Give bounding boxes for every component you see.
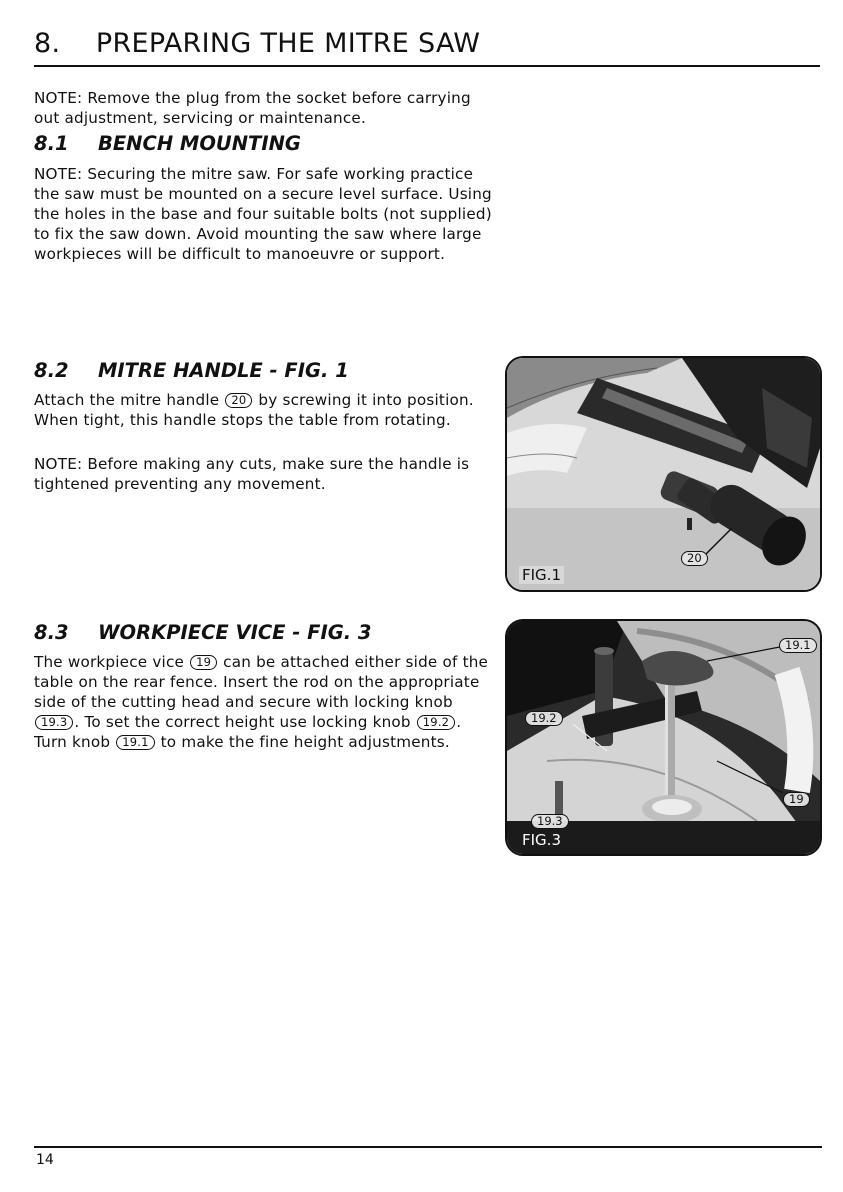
- callout-19: 19: [783, 792, 810, 807]
- text-run: to make the fine height adjustments.: [155, 733, 450, 751]
- section-8-2-heading: [34, 359, 349, 383]
- mitre-handle-photo: [507, 358, 820, 590]
- text-run: by screwing it into position. When tight, this handle stops the table from rotating.: [34, 391, 474, 429]
- title-number: 8.: [34, 28, 61, 59]
- text-run: Attach the mitre handle: [34, 391, 225, 409]
- figure-3-label: FIG.3: [522, 831, 561, 849]
- section-8-2-text: [34, 390, 492, 430]
- text-run: . To set the correct height use locking knob: [74, 713, 416, 731]
- section-8-1-text: NOTE: Securing the mitre saw. For safe working practice the saw must be mounted on a secure level surface. Using the holes in the base and four suitable bolts (not supplied) to fix the saw down. Avoid mounting the saw where large workpieces will be difficult to manoeuvre or support.: [34, 165, 492, 263]
- ref-20: 20: [225, 393, 252, 408]
- callout-20: 20: [681, 551, 708, 566]
- text-run: can be attached either side of the table on the rear fence. Insert the rod on the appropriate side of the cutting head and secure with locking knob: [34, 653, 489, 711]
- section-number: 8.3: [34, 621, 69, 644]
- text-run: The workpiece vice: [34, 653, 190, 671]
- ref-19-2: 19.2: [417, 715, 455, 730]
- title-text: PREPARING THE MITRE SAW: [95, 28, 481, 59]
- ref-19-1: 19.1: [116, 735, 154, 750]
- section-8-2-note: NOTE: Before making any cuts, make sure the handle is tightened preventing any movement.: [34, 455, 470, 493]
- section-title: WORKPIECE VICE - FIG. 3: [98, 621, 372, 644]
- ref-19: 19: [190, 655, 217, 670]
- page-number: 14: [36, 1152, 54, 1168]
- section-8-3-text: [34, 652, 492, 752]
- callout-19-1: 19.1: [779, 638, 817, 653]
- section-title: MITRE HANDLE - FIG. 1: [98, 359, 349, 382]
- text-run: . Turn knob: [34, 713, 462, 751]
- section-8-3-heading: [34, 621, 372, 645]
- section-8-1-heading: [34, 132, 301, 156]
- title-rule: [34, 65, 820, 67]
- figure-1-label: FIG.1: [519, 566, 564, 584]
- intro-note: NOTE: Remove the plug from the socket before carrying out adjustment, servicing or maintenance.: [34, 89, 471, 127]
- callout-19-3: 19.3: [531, 814, 569, 829]
- page-title: [34, 28, 480, 59]
- section-title: BENCH MOUNTING: [98, 132, 301, 155]
- figure-3: [505, 619, 822, 856]
- figure-1: [505, 356, 822, 592]
- section-number: 8.1: [34, 132, 69, 155]
- callout-19-2: 19.2: [525, 711, 563, 726]
- footer-rule: [34, 1146, 822, 1148]
- ref-19-3: 19.3: [35, 715, 73, 730]
- section-number: 8.2: [34, 359, 69, 382]
